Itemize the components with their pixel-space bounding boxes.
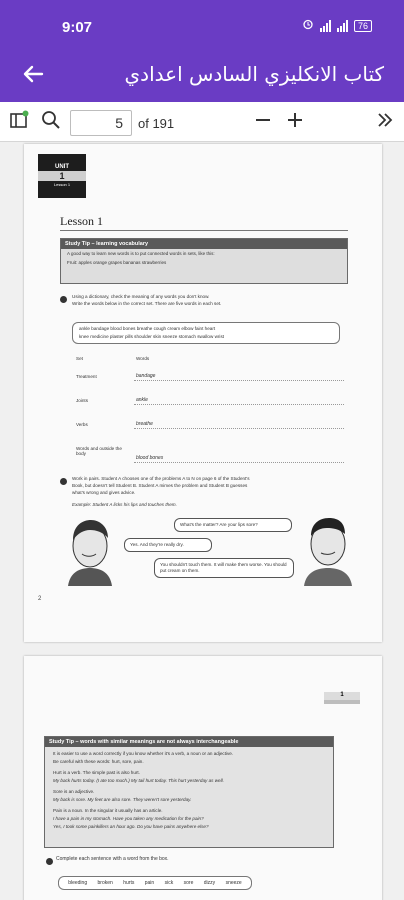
section-a-text-2: Write the words below in the correct set. There are five words in each set.: [72, 301, 222, 306]
person-illustration: [62, 516, 122, 586]
person-illustration-2: [296, 514, 358, 586]
row-answer: bandage: [136, 373, 156, 379]
word-item: sore: [183, 880, 194, 886]
section-c-text: Complete each sentence with a word from the box.: [56, 856, 169, 862]
row-label: Joints: [76, 398, 89, 403]
section-a-marker: [60, 296, 67, 303]
double-chevron-right-icon: [375, 110, 395, 135]
tip-line: My back is sore. My feet are also sore. They weren't sore yesterday.: [53, 797, 192, 802]
back-button[interactable]: [18, 62, 48, 90]
word-item: bleeding: [68, 880, 88, 886]
speech-bubble-2: Yes. And they're really dry.: [124, 538, 212, 552]
section-c-marker: [46, 858, 53, 865]
document-viewer[interactable]: [0, 142, 404, 900]
section-b-text-2: Book, but doesn't tell Student B. Student A mimes the problem and Student B guesses: [72, 483, 248, 488]
word-item: dizzy: [203, 880, 216, 886]
row-answer: breathe: [136, 421, 153, 427]
page-number: 2: [38, 596, 42, 602]
study-tip-box: [60, 238, 348, 284]
page-count-label: of 191: [138, 116, 175, 131]
pdf-page-2: [24, 656, 382, 900]
tip-example: Fruit: apples orange grapes bananas strawberries: [67, 260, 167, 265]
word-item: sick: [164, 880, 174, 886]
battery-badge: 76: [354, 20, 372, 32]
unit-badge-2: [324, 692, 360, 714]
tip-line: Pain is a noun. In the singular it usually has an article.: [53, 808, 163, 813]
arrow-left-icon: [22, 64, 44, 89]
row-label: Verbs: [76, 422, 88, 427]
signal-icon: [320, 20, 331, 32]
unit-number-2: 1: [324, 692, 360, 700]
speech-bubble-3: You shouldn't touch them. It will make them worse. You should put cream on them.: [154, 558, 294, 578]
zoom-out-button[interactable]: [250, 110, 276, 134]
word-item: pain: [144, 880, 155, 886]
study-tip-box-2: [44, 736, 334, 848]
row-label: Treatment: [76, 374, 97, 379]
lesson-title: Lesson 1: [60, 214, 103, 228]
answer-line: [134, 428, 344, 429]
unit-bar: [324, 700, 360, 704]
signal-icon-2: [337, 20, 348, 32]
tip-line: I have a pain in my stomach. Have you taken any medication for the pain?: [53, 816, 204, 821]
answer-line: [134, 404, 344, 405]
plus-icon: [285, 110, 305, 135]
tip-line: Yes, I took some painkillers an hour ago. Do you have pains anywhere else?: [53, 824, 209, 829]
pdf-toolbar: [0, 102, 404, 142]
row-answer: blood bones: [136, 455, 164, 461]
tip-text: A good way to learn new words is to put connected words in sets, like this:: [67, 251, 215, 256]
search-icon: [41, 110, 61, 135]
divider: [60, 230, 348, 231]
unit-sub: Lesson 1: [53, 182, 71, 187]
row-answer: ankle: [136, 397, 148, 403]
app-title: كتاب الانكليزي السادس اعدادي: [124, 62, 384, 86]
answer-line: [134, 380, 344, 381]
column-header-set: Set: [76, 356, 83, 361]
word-item: sneeze: [225, 880, 242, 886]
word-box-row-2: knee medicine plaster pills shoulder skin sneeze stomach swallow wrist: [79, 334, 225, 339]
sidebar-toggle-button[interactable]: [6, 110, 32, 134]
tip-line: Sore is an adjective.: [53, 789, 95, 794]
tip-line: It is easier to use a word correctly if you know whether it's a verb, a noun or an adjective.: [53, 751, 234, 756]
tip-line: My back hurts today. (I ate too much.) My tail hurt today. This hurt yesterday as well.: [53, 778, 224, 783]
unit-badge: [38, 154, 86, 198]
section-b-text: Work in pairs. Student A chooses one of the problems A to N on page 6 of the Student's: [72, 476, 250, 481]
tip-line: Hurt is a verb. The simple past is also hurt.: [53, 770, 140, 775]
tip-heading: Study Tip – learning vocabulary: [61, 239, 347, 249]
unit-label: UNIT: [55, 164, 69, 170]
status-time: 9:07: [62, 19, 93, 36]
page-number-input[interactable]: [70, 110, 132, 136]
alarm-icon: [302, 18, 314, 33]
row-label: Words and outside the body: [76, 446, 122, 456]
status-icons: [302, 18, 372, 33]
speech-bubble: What's the matter? Are your lips sore?: [174, 518, 292, 532]
word-box-row: ankle bandage blood bones breathe cough cream elbow faint heart: [79, 326, 216, 331]
section-b-marker: [60, 478, 67, 485]
example-text: Example: Student A licks his lips and touches them.: [72, 502, 177, 507]
tip-line: Be careful with these words: hurt, sore, pain.: [53, 759, 144, 764]
answer-line: [134, 462, 344, 463]
word-box: [72, 322, 340, 344]
unit-number: 1: [38, 171, 86, 181]
next-page-button[interactable]: [372, 110, 398, 134]
section-b-text-3: what's wrong and gives advice.: [72, 490, 136, 495]
section-a-text: Using a dictionary, check the meaning of any words you don't know.: [72, 294, 210, 299]
column-header-words: Words: [136, 356, 150, 361]
tip-heading-2: Study Tip – words with similar meanings are not always interchangeable: [45, 737, 333, 747]
pdf-page: [24, 144, 382, 642]
status-bar: [0, 0, 404, 50]
word-item: hurts: [123, 880, 135, 886]
app-bar: [0, 50, 404, 102]
zoom-in-button[interactable]: [282, 110, 308, 134]
minus-icon: [253, 110, 273, 135]
search-button[interactable]: [38, 110, 64, 134]
word-box-2: [58, 876, 252, 890]
sidebar-panel-icon: [9, 110, 29, 135]
word-item: broken: [97, 880, 113, 886]
